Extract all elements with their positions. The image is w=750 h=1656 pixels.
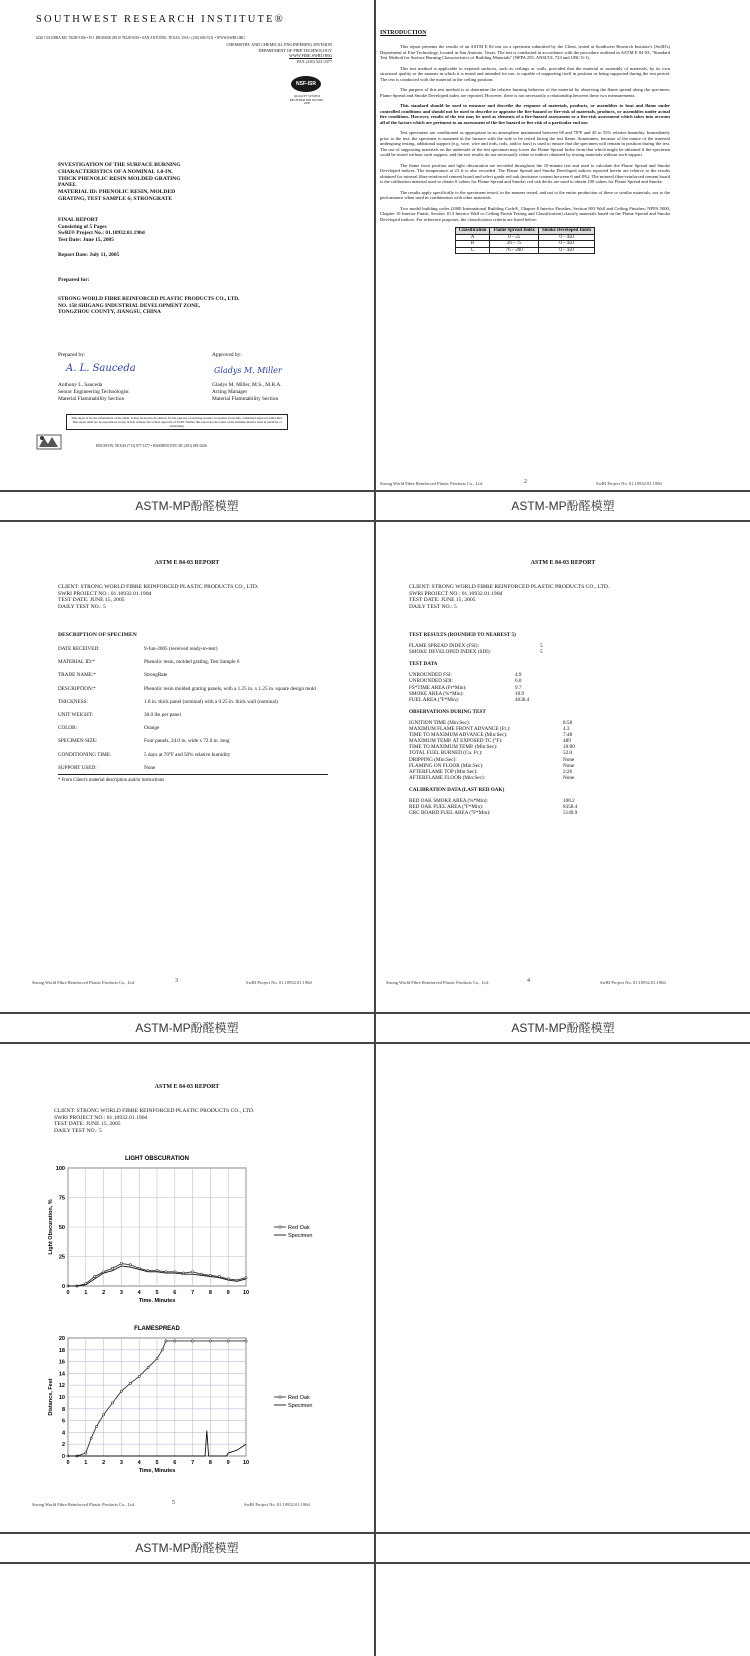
division-line: FAX (210) 522-3377 xyxy=(296,58,332,64)
spec-row xyxy=(58,752,328,758)
test-date-line: TEST DATE: JUNE 15, 2005 xyxy=(58,597,125,604)
footer-page-number: 2 xyxy=(524,479,527,485)
swri-seal xyxy=(36,432,62,452)
specimen-table xyxy=(58,646,328,784)
client-line: NO. 158 SHIGANG INDUSTRIAL DEVELOPMENT ZONE, xyxy=(58,302,201,309)
spec-row xyxy=(58,738,328,744)
page-caption: ASTM-MP酚醛模塑 xyxy=(135,1541,239,1555)
horizontal-divider xyxy=(0,520,750,522)
report-header-block xyxy=(54,1108,254,1134)
x-axis-label: Time, Minutes xyxy=(138,1468,176,1474)
page-cover xyxy=(0,0,374,490)
data-point xyxy=(129,1382,131,1384)
spec-key: SPECIMEN SIZE: xyxy=(58,738,98,745)
client-line: TONGZHOU COUNTY, JIANGSU, CHINA xyxy=(58,309,161,316)
table-cell: B xyxy=(455,241,490,248)
approver-line: Material Flammability Section xyxy=(212,396,279,402)
y-axis-label: Light Obscuration, % xyxy=(48,1199,54,1255)
prepared-for-label: Prepared for: xyxy=(58,276,90,283)
footer-right: SwRI Project No. 01.10932.01.190d xyxy=(596,481,662,486)
intro-paragraph: This test method is applicable to exposed surfaces, such as ceilings or walls, provided that the material or assembly of materials, by its own structural quality or the manner in which it is tested and intended for use, is capable of supporting itself in position or being supported during the test period. The test is conducted with the material in the ceiling position. xyxy=(380,65,670,82)
x-tick-label: 3 xyxy=(119,1460,123,1466)
data-point xyxy=(192,1340,194,1342)
x-tick-label: 4 xyxy=(137,1460,141,1466)
y-tick-label: 12 xyxy=(58,1383,65,1390)
project-number: SwRI® Project No.: 01.10932.01.190d xyxy=(58,230,145,237)
data-point xyxy=(85,1452,87,1454)
spec-key: TRADE NAME:* xyxy=(58,672,96,679)
horizontal-divider xyxy=(0,1532,750,1534)
light-obscuration-chart xyxy=(10,1152,350,1302)
data-key: UNROUNDED FSI: xyxy=(409,672,453,679)
spec-row xyxy=(58,699,328,705)
data-point xyxy=(94,1275,96,1277)
horizontal-divider xyxy=(0,1562,750,1564)
data-point xyxy=(103,1414,105,1416)
legend-label: Red Oak xyxy=(288,1225,310,1231)
test-date-line: TEST DATE: JUNE 15, 2005 xyxy=(409,597,476,604)
y-tick-label: 50 xyxy=(58,1225,65,1231)
spec-value: 5 days at 70°F and 50% relative humidity xyxy=(144,751,231,758)
table-header: Smoke Developed Index xyxy=(538,228,594,235)
x-tick-label: 9 xyxy=(226,1290,230,1296)
spec-value: None xyxy=(144,764,156,771)
report-header-block xyxy=(58,584,258,610)
x-tick-label: 4 xyxy=(137,1290,141,1296)
cal-key: RED OAK FUEL AREA (°F*Min): xyxy=(409,804,484,811)
nsf-logo-text: NSF-ISR xyxy=(296,81,316,87)
client-block xyxy=(58,296,240,316)
data-key: UNROUNDED SDI: xyxy=(409,678,453,685)
x-tick-label: 6 xyxy=(173,1290,177,1296)
y-tick-label: 75 xyxy=(58,1195,65,1202)
flamespread-chart xyxy=(10,1324,350,1476)
y-axis-label: Distance, Feet xyxy=(48,1378,54,1416)
spec-row xyxy=(58,725,328,731)
footer-page-number: 3 xyxy=(175,978,178,984)
data-value: 4.9 xyxy=(515,672,522,679)
preparer-block xyxy=(58,382,129,403)
title-line: INVESTIGATION OF THE SURFACE BURNING xyxy=(58,162,181,168)
spec-key: CONDITIONING TIME: xyxy=(58,751,112,758)
report-title-block xyxy=(58,162,258,203)
legend-marker xyxy=(279,1396,281,1398)
spec-key: UNIT WEIGHT: xyxy=(58,712,94,719)
table-cell: 0 – 450 xyxy=(538,247,594,254)
spec-row xyxy=(58,686,328,692)
division-line: DEPARTMENT OF FIRE TECHNOLOGY xyxy=(258,47,332,53)
data-point xyxy=(120,1390,122,1392)
result-key: SMOKE DEVELOPED INDEX (SDI): xyxy=(409,649,491,656)
legend-marker xyxy=(279,1226,281,1228)
legend-label: Specimen xyxy=(288,1403,313,1409)
client-line: STRONG WORLD FIBRE REINFORCED PLASTIC PRODUCTS CO., LTD. xyxy=(58,296,240,302)
prepared-by-label: Prepared by: xyxy=(58,352,86,358)
legend-label: Specimen xyxy=(288,1233,313,1239)
spec-value: Phenolic resin molded grating panels, with a 1.25 in. x 1.25 in. square design mold xyxy=(144,685,316,692)
x-tick-label: 2 xyxy=(102,1290,106,1296)
divider xyxy=(58,774,328,775)
footer-page-number: 4 xyxy=(527,978,530,984)
page-caption: ASTM-MP酚醛模塑 xyxy=(135,499,239,513)
footer-right: SwRI Project No. 01.10932.01.190d xyxy=(600,980,666,985)
footer-left: Strong World Fibre Reinforced Plastic Products Co., Ltd. xyxy=(32,1502,136,1507)
obs-key: IGNITION TIME (Min:Sec): xyxy=(409,719,470,726)
y-tick-label: 8 xyxy=(61,1406,65,1413)
section-heading: DESCRIPTION OF SPECIMEN xyxy=(58,632,137,638)
intro-paragraph: The flame front position and light obscuration are recorded throughout the 10-minute test and used to calculate the Flame Spread and Smoke Developed indices. The temperature at 23 ft is also recorded. The Flame Spread and Smoke Developed indices reported herein are relative to the results obtained for mineral fiber-reinforced cement board and select grade red oak (moisture content between 6 and 8%). The mineral fiber-reinforced cement board is the calibration material used to obtain 0 values for Flame Spread and Smoke; red oak decks are used to obtain 100 values for Flame Spread and Smoke. xyxy=(380,162,670,184)
horizontal-divider xyxy=(0,1042,750,1044)
approver-line: Acting Manager xyxy=(212,389,248,395)
x-tick-label: 1 xyxy=(84,1460,88,1466)
y-tick-label: 20 xyxy=(58,1336,65,1342)
spec-value: 9-Jun-2005 (received ready-to-test) xyxy=(144,646,218,652)
x-tick-label: 10 xyxy=(242,1290,250,1296)
x-tick-label: 2 xyxy=(102,1460,106,1466)
branch-offices: HOUSTON, TEXAS (713) 977-1377 • WASHINGTON, DC (301) 881-0226 xyxy=(96,444,207,448)
page-caption: ASTM-MP酚醛模塑 xyxy=(511,1021,615,1035)
preparer-line: Anthony L. Sauceda xyxy=(58,382,103,388)
obs-value: 10:00 xyxy=(563,744,575,751)
obs-key: AFTERFLAME TOP (Min:Sec): xyxy=(409,768,478,775)
obs-key: AFTERFLAME FLOOR (Min:Sec): xyxy=(409,774,486,781)
empty-page xyxy=(376,1044,750,1532)
title-line: THICK PHENOLIC RESIN MOLDED GRATING xyxy=(58,175,181,182)
intro-paragraph: Test specimens are conditioned as appropriate in an atmosphere maintained between 68 and 78°F and 45 to 55% relative humidity. Immediately prior to the test, the specimen is mounted in the furnace with the side to be tested facing the test flame. Sometimes, because of the nature of the material undergoing testing, additional support (e.g. wire, wire and rods, rods, and/or bars) is used to ensure that the specimen will remain in position during the test. The use of supporting materials on the underside of the test specimen may lower the Flame Spread Index from that which might be obtained if the specimen could be tested without such support, and the test results do not necessarily relate to indices obtained by testing materials without such support. xyxy=(380,130,670,157)
report-title: ASTM E 84-03 REPORT xyxy=(530,560,596,566)
cal-value: 5149.9 xyxy=(563,810,578,817)
y-tick-label: 4 xyxy=(61,1430,65,1437)
signature-miller: Gladys M. Miller xyxy=(214,366,282,375)
daily-test-line: DAILY TEST NO.: 5 xyxy=(54,1127,102,1134)
obs-key: DRIPPING (Min:Sec): xyxy=(409,756,457,763)
x-tick-label: 10 xyxy=(242,1460,250,1466)
title-line: GRATING, TEST SAMPLE 6; STRONGRATE xyxy=(58,195,173,202)
title-line: PANEL xyxy=(58,182,77,189)
spec-key: DESCRIPTION:* xyxy=(58,685,96,692)
spec-value: Phenolic resin, molded grating, Test Sample 6 xyxy=(144,659,240,666)
obs-key: MAXIMUM FLAME FRONT ADVANCE (Ft.): xyxy=(409,726,511,733)
table-cell: A xyxy=(455,234,490,241)
table-header: Classification xyxy=(455,228,490,235)
table-header: Flame Spread Index xyxy=(490,228,539,235)
report-meta xyxy=(58,217,145,284)
intro-paragraph: The purpose of this test method is to determine the relative burning behavior of the material by observing the flame spread along the specimen. Flame Spread and Smoke Developed index are reported. However, there is not necessarily a relationship between these two measurements. xyxy=(380,87,670,98)
obs-value: 2:26 xyxy=(563,768,573,775)
y-tick-label: 0 xyxy=(61,1454,65,1460)
data-point xyxy=(95,1425,97,1427)
data-point xyxy=(147,1366,149,1368)
cal-value: 8358.4 xyxy=(563,804,578,811)
spec-key: COLOR: xyxy=(58,725,78,732)
project-line: SWRI PROJECT NO.: 01.10932.01.190d xyxy=(58,590,152,597)
data-point xyxy=(156,1358,158,1360)
test-date: Test Date: June 15, 2005 xyxy=(58,236,114,243)
disclaimer-box: This report is for the information of the client. It may be used in its entirety for the purpose of securing product acceptance from duly constituted approval authorities. This report shall not be reproduced except in full, without the written approval of SwRI. Neither this report nor the name of the Institute shall be used in publicity or advertising. xyxy=(66,414,288,430)
project-line: SWRI PROJECT NO.: 01.10932.01.190d xyxy=(54,1114,148,1121)
x-tick-label: 0 xyxy=(66,1290,70,1296)
spec-row xyxy=(58,646,328,652)
obs-key: TOTAL FUEL BURNED (Cu. Ft.): xyxy=(409,750,483,757)
result-value: 5 xyxy=(540,643,543,650)
horizontal-divider xyxy=(0,490,750,492)
classification-table xyxy=(455,227,596,254)
data-key: SMOKE AREA (%*Min): xyxy=(409,690,464,697)
preparer-line: Material Flammability Section xyxy=(58,396,125,402)
division-link[interactable]: WWW.FIRE.SWRI.ORG xyxy=(289,53,332,58)
result-key: FLAME SPREAD INDEX (FSI): xyxy=(409,643,479,650)
division-line: CHEMISTRY AND CHEMICAL ENGINEERING DIVISION xyxy=(226,42,332,47)
page-count: Consisting of 5 Pages xyxy=(58,223,107,230)
result-value: 5 xyxy=(540,649,543,656)
data-point xyxy=(90,1437,92,1439)
obs-value: 52.0 xyxy=(563,750,573,757)
data-point xyxy=(161,1349,163,1351)
y-tick-label: 2 xyxy=(61,1442,65,1449)
data-point xyxy=(111,1267,113,1269)
table-row xyxy=(455,247,595,254)
vertical-divider xyxy=(374,0,376,1656)
test-date-line: TEST DATE: JUNE 15, 2005 xyxy=(54,1121,121,1128)
spec-value: 30.0 lbs per panel xyxy=(144,712,181,719)
results-section xyxy=(409,632,709,816)
intro-body xyxy=(380,44,670,254)
data-point xyxy=(120,1262,122,1264)
chart-title: FLAMESPREAD xyxy=(134,1326,180,1332)
footer-page-number: 5 xyxy=(172,1500,175,1506)
report-title: ASTM E 84-03 REPORT xyxy=(154,560,220,566)
y-tick-label: 16 xyxy=(58,1359,65,1366)
observations-heading: OBSERVATIONS DURING TEST xyxy=(409,708,486,715)
spec-value: Orange xyxy=(144,725,160,732)
page-introduction xyxy=(376,0,750,490)
data-point xyxy=(138,1375,140,1377)
data-value: 6.0 xyxy=(515,678,522,685)
approved-by-label: Approved by: xyxy=(212,352,242,358)
obs-value: 8:58 xyxy=(563,719,573,726)
table-cell: 76 – 200 xyxy=(490,247,539,254)
org-address: 6220 CULEBRA RD. 78238-5166 • P.O. DRAWER 28510 78228-0510 • SAN ANTONIO, TEXAS, USA • (210) 684-5111 • WWW.SWRI.ORG xyxy=(36,36,245,40)
spec-key: SUPPORT USED: xyxy=(58,764,97,771)
obs-key: MAXIMUM TEMP. AT EXPOSED TC (°F): xyxy=(409,738,503,745)
data-point xyxy=(245,1340,247,1342)
cal-row xyxy=(409,810,709,816)
title-line: CHARACTERISTICS OF A NOMINAL 1.0-IN. xyxy=(58,168,173,175)
cal-key: RED OAK SMOKE AREA (%*Min): xyxy=(409,797,488,804)
footer-right: SwRI Project No. 01.10932.01.190d xyxy=(246,980,312,985)
data-heading: TEST DATA xyxy=(409,661,438,668)
approver-block xyxy=(212,382,282,403)
x-tick-label: 6 xyxy=(173,1460,177,1466)
intro-paragraph-bold: This standard should be used to measure and describe the response of materials, products, or assemblies to heat and flame under controlled conditions and should not be used to describe or appraise the fire-hazard or fire-risk of materials, products, or assemblies under actual fire conditions. However, results of the test may be used as elements of a fire-hazard assessment or a fire-risk assessment which takes into account all of the factors which are pertinent to an assessment of the fire hazard or fire risk of a particular end use. xyxy=(380,103,670,125)
data-value: 9.7 xyxy=(515,684,522,691)
legend-label: Red Oak xyxy=(288,1395,310,1401)
data-key: FS*TIME AREA (Ft*Min): xyxy=(409,684,467,691)
spec-key: THICKNESS: xyxy=(58,698,88,705)
x-tick-label: 8 xyxy=(208,1290,212,1296)
y-tick-label: 14 xyxy=(58,1371,65,1378)
intro-heading: INTRODUCTION xyxy=(380,30,427,36)
obs-value: 489 xyxy=(563,738,571,745)
table-cell: 0 – 450 xyxy=(538,234,594,241)
footnote: * From Client's material description and/or instructions xyxy=(58,778,165,784)
final-report-label: FINAL REPORT xyxy=(58,217,99,223)
data-point xyxy=(192,1271,194,1273)
y-tick-label: 100 xyxy=(55,1166,65,1172)
data-point xyxy=(245,1277,247,1279)
page-description xyxy=(0,522,374,1012)
x-tick-label: 9 xyxy=(226,1460,230,1466)
data-value: 4030.4 xyxy=(515,696,530,703)
table-header-row xyxy=(455,228,595,235)
footer-left: Strong World Fibre Reinforced Plastic Products Co., Ltd. xyxy=(380,481,484,486)
horizontal-divider xyxy=(0,1012,750,1014)
spec-row xyxy=(58,712,328,718)
intro-paragraph: This report presents the results of an ASTM E 84 test on a specimen submitted by the Client, tested at Southwest Research Institute's (SwRI's) Department of Fire Technology, located in San Antonio, Texas. The test is conducted in accordance with the procedure outlined in ASTM E 84-03, "Standard Test Method for Surface Burning Characteristics of Building Materials" (NFPA 255, ANSI/UL 723 and UBC 8-1). xyxy=(380,44,670,60)
preparer-line: Senior Engineering Technologist xyxy=(58,389,129,395)
division-block xyxy=(200,42,332,64)
daily-test-line: DAILY TEST NO.: 5 xyxy=(409,603,457,610)
x-tick-label: 1 xyxy=(84,1290,88,1296)
org-name: SOUTHWEST RESEARCH INSTITUTE® xyxy=(36,14,285,25)
x-tick-label: 8 xyxy=(208,1460,212,1466)
results-heading: TEST RESULTS (ROUNDED TO NEAREST 5) xyxy=(409,632,516,638)
client-line: CLIENT: STRONG WORLD FIBRE REINFORCED PLASTIC PRODUCTS CO., LTD. xyxy=(409,584,610,590)
intro-paragraph: The results apply specifically to the specimens tested, in the manner tested, and not to the entire production of these or similar materials, nor to the performance when used in combination with other materials. xyxy=(380,189,670,200)
daily-test-line: DAILY TEST NO.: 5 xyxy=(58,603,106,610)
approver-line: Gladys M. Miller, M.S., M.B.A. xyxy=(212,382,282,388)
y-tick-label: 25 xyxy=(58,1254,65,1261)
data-point xyxy=(165,1340,167,1342)
footer-left: Strong World Fibre Reinforced Plastic Products Co., Ltd. xyxy=(386,980,490,985)
data-point xyxy=(129,1264,131,1266)
x-tick-label: 5 xyxy=(155,1460,159,1466)
x-tick-label: 7 xyxy=(191,1290,195,1296)
client-line: CLIENT: STRONG WORLD FIBRE REINFORCED PLASTIC PRODUCTS CO., LTD. xyxy=(58,584,259,590)
table-cell: 0 – 450 xyxy=(538,241,594,248)
report-date: Report Date: July 11, 2005 xyxy=(58,252,120,259)
report-title: ASTM E 84-03 REPORT xyxy=(154,1084,220,1090)
client-line: CLIENT: STRONG WORLD FIBRE REINFORCED PLASTIC PRODUCTS CO., LTD. xyxy=(54,1108,255,1114)
chart-title: LIGHT OBSCURATION xyxy=(125,1156,189,1162)
x-tick-label: 3 xyxy=(119,1290,123,1296)
data-point xyxy=(111,1402,113,1404)
obs-value: None xyxy=(563,756,575,763)
project-line: SWRI PROJECT NO.: 01.10932.01.190d xyxy=(409,590,503,597)
page-results xyxy=(376,522,750,1012)
obs-key: TIME TO MAXIMUM TEMP. (Min:Sec): xyxy=(409,744,498,751)
table-cell: 26 – 75 xyxy=(490,241,539,248)
x-axis-label: Time, Minutes xyxy=(138,1298,176,1302)
cal-value: 100.2 xyxy=(563,797,575,804)
x-tick-label: 5 xyxy=(155,1290,159,1296)
data-point xyxy=(174,1340,176,1342)
nsf-logo-sub: QUALITY SYSTEM REGISTRATION ISO 9001-2000 xyxy=(289,94,325,106)
y-tick-label: 6 xyxy=(61,1418,65,1425)
obs-value: None xyxy=(563,774,575,781)
obs-key: FLAMING ON FLOOR (Min:Sec): xyxy=(409,762,484,769)
obs-value: 7:48 xyxy=(563,732,573,739)
report-header-block xyxy=(409,584,609,610)
nsf-logo xyxy=(291,76,321,92)
page-charts xyxy=(0,1044,374,1532)
intro-paragraph: Two model building codes (2000 International Building Code®, Chapter 8 Interior Finishes, Section 803 Wall and Ceiling Finishes; NFPA 5000, Chapter 10 Interior Finish, Section 10.3 Interior Wall or Ceiling Finish Testing and Classification) classify materials based on the Flame Spread and Smoke Developed indices. For reference purposes, the classification criteria are listed below: xyxy=(380,205,670,222)
spec-key: MATERIAL ID:* xyxy=(58,659,95,666)
obs-row xyxy=(409,775,709,781)
x-tick-label: 0 xyxy=(66,1460,70,1466)
title-line: MATERIAL ID: PHENOLIC RESIN, MOLDED xyxy=(58,189,176,196)
calibration-heading: CALIBRATION DATA (LAST RED OAK) xyxy=(409,786,505,793)
y-tick-label: 18 xyxy=(58,1347,65,1354)
data-row xyxy=(409,697,709,703)
y-tick-label: 10 xyxy=(58,1395,65,1401)
x-tick-label: 7 xyxy=(191,1460,195,1466)
signature-sauceda: A. L. Sauceda xyxy=(66,363,136,374)
data-point xyxy=(227,1340,229,1342)
data-key: FUEL AREA (°F*Min): xyxy=(409,696,460,703)
obs-value: 4.3 xyxy=(563,726,570,733)
spec-row xyxy=(58,659,328,665)
result-row xyxy=(409,649,709,655)
spec-key: DATE RECEIVED: xyxy=(58,646,100,652)
data-value: 10.9 xyxy=(515,690,525,697)
spec-value: 1.0 in. thick panel (nominal) with a 0.25 in. thick wall (nominal) xyxy=(144,698,278,705)
table-cell: C xyxy=(455,247,490,254)
footer-left: Strong World Fibre Reinforced Plastic Products Co., Ltd. xyxy=(32,980,136,985)
page-caption: ASTM-MP酚醛模塑 xyxy=(135,1021,239,1035)
y-tick-label: 0 xyxy=(61,1284,65,1290)
table-cell: 0 – 25 xyxy=(490,234,539,241)
spec-value: Four panels, 24.0 in. wide x 72.0 in. long xyxy=(144,738,230,745)
obs-key: TIME TO MAXIMUM ADVANCE (Min:Sec): xyxy=(409,732,508,739)
cal-key: GRC BOARD FUEL AREA (°F*Min): xyxy=(409,810,491,817)
spec-row xyxy=(58,765,328,771)
page-caption: ASTM-MP酚醛模塑 xyxy=(511,499,615,513)
seal-graphic xyxy=(36,432,62,452)
spec-value: StrongRate xyxy=(144,672,168,679)
data-point xyxy=(209,1340,211,1342)
footer-right: SwRI Project No. 01.10932.01.190d xyxy=(244,1502,310,1507)
obs-value: None xyxy=(563,762,575,769)
spec-row xyxy=(58,672,328,678)
